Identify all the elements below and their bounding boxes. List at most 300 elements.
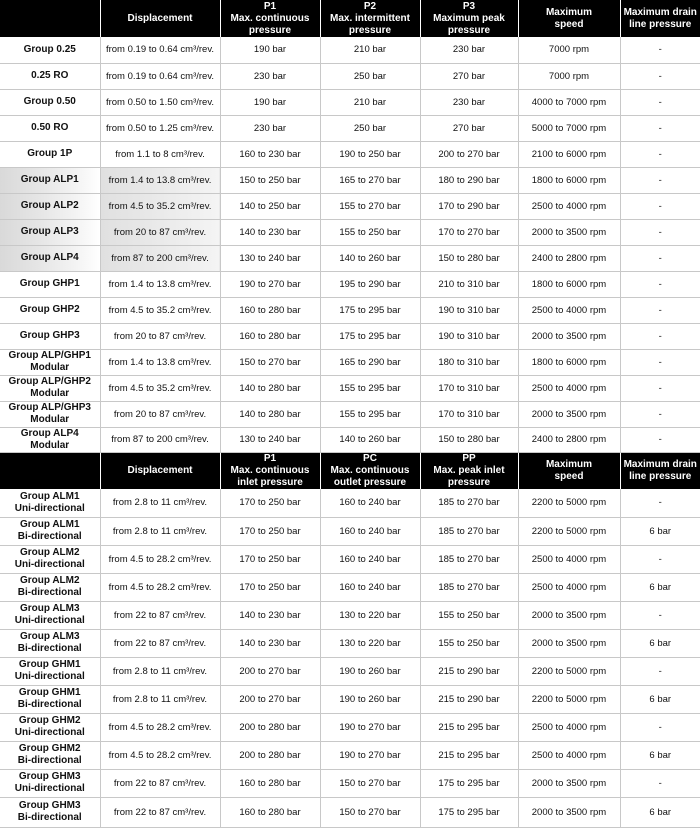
table-cell: 150 to 270 bar xyxy=(320,769,420,797)
table-cell: 7000 rpm xyxy=(518,63,620,89)
text-line: Maximum xyxy=(545,6,593,18)
text-line: Group 1P xyxy=(27,148,73,159)
table-cell: 2200 to 5000 rpm xyxy=(518,657,620,685)
table-cell: 140 to 230 bar xyxy=(220,219,320,245)
text-line: Bi-directional xyxy=(17,812,82,823)
text-line: line pressure xyxy=(629,18,692,30)
column-header xyxy=(320,0,420,37)
table-cell: 175 to 295 bar xyxy=(420,797,518,827)
text-line: Bi-directional xyxy=(17,531,82,542)
row-label xyxy=(0,573,100,601)
table-cell: 190 to 270 bar xyxy=(320,713,420,741)
column-header xyxy=(0,452,100,489)
table-cell: 2000 to 3500 rpm xyxy=(518,629,620,657)
table-cell: 2000 to 3500 rpm xyxy=(518,401,620,427)
table-cell: from 2.8 to 11 cm³/rev. xyxy=(100,657,220,685)
text-line: Group ALP3 xyxy=(20,226,79,237)
table-cell: from 22 to 87 cm³/rev. xyxy=(100,797,220,827)
table-cell: from 22 to 87 cm³/rev. xyxy=(100,601,220,629)
table-row xyxy=(0,427,700,452)
table-row xyxy=(0,89,700,115)
table-cell: 1800 to 6000 rpm xyxy=(518,167,620,193)
table-cell: from 87 to 200 cm³/rev. xyxy=(100,245,220,271)
text-line: pressure xyxy=(348,24,392,36)
header-row xyxy=(0,452,700,489)
table-cell: - xyxy=(620,401,700,427)
table-cell: 210 bar xyxy=(320,37,420,63)
table-row xyxy=(0,167,700,193)
table-cell: 2100 to 6000 rpm xyxy=(518,141,620,167)
table-cell: 155 to 295 bar xyxy=(320,375,420,401)
text-line: Uni-directional xyxy=(14,559,85,570)
table-cell: - xyxy=(620,769,700,797)
table-cell: 150 to 280 bar xyxy=(420,245,518,271)
table-cell: 140 to 260 bar xyxy=(320,427,420,452)
table-cell: - xyxy=(620,713,700,741)
table-row xyxy=(0,297,700,323)
table-cell: - xyxy=(620,489,700,517)
table-cell: 160 to 280 bar xyxy=(220,769,320,797)
row-label xyxy=(0,323,100,349)
text-line: PC xyxy=(363,452,377,464)
column-header xyxy=(518,452,620,489)
text-line: Maximum peak xyxy=(433,12,505,24)
text-line: Group ALM3 xyxy=(19,631,80,642)
table-row xyxy=(0,657,700,685)
table-cell: from 22 to 87 cm³/rev. xyxy=(100,769,220,797)
table-cell: 155 to 270 bar xyxy=(320,193,420,219)
table-cell: 130 to 240 bar xyxy=(220,427,320,452)
table-cell: 140 to 280 bar xyxy=(220,375,320,401)
text-line: Group ALM2 xyxy=(19,575,80,586)
table-cell: 160 to 280 bar xyxy=(220,297,320,323)
row-label xyxy=(0,167,100,193)
text-line: Uni-directional xyxy=(14,727,85,738)
table-cell: - xyxy=(620,427,700,452)
table-cell: 2500 to 4000 rpm xyxy=(518,193,620,219)
table-row xyxy=(0,219,700,245)
table-cell: - xyxy=(620,245,700,271)
text-line: Max. continuous xyxy=(230,464,310,476)
table-cell: 2500 to 4000 rpm xyxy=(518,741,620,769)
row-label xyxy=(0,685,100,713)
table-cell: 2200 to 5000 rpm xyxy=(518,517,620,545)
table-cell: 170 to 250 bar xyxy=(220,489,320,517)
table-row xyxy=(0,545,700,573)
table-cell: from 0.19 to 0.64 cm³/rev. xyxy=(100,63,220,89)
text-line: Modular xyxy=(30,388,70,399)
text-line: Group ALM1 xyxy=(19,490,80,502)
text-line: outlet pressure xyxy=(333,476,407,488)
table-cell: 2200 to 5000 rpm xyxy=(518,685,620,713)
table-cell: 2000 to 3500 rpm xyxy=(518,797,620,827)
table-cell: 2400 to 2800 rpm xyxy=(518,245,620,271)
row-label xyxy=(0,489,100,517)
table-row xyxy=(0,401,700,427)
table-row xyxy=(0,193,700,219)
table-cell: 170 to 290 bar xyxy=(420,193,518,219)
table-cell: from 2.8 to 11 cm³/rev. xyxy=(100,489,220,517)
table-cell: 170 to 270 bar xyxy=(420,219,518,245)
table-cell: 215 to 295 bar xyxy=(420,713,518,741)
table-row xyxy=(0,323,700,349)
table-cell: 230 bar xyxy=(220,63,320,89)
table-cell: 185 to 270 bar xyxy=(420,517,518,545)
table-cell: 6 bar xyxy=(620,629,700,657)
table-cell: 140 to 250 bar xyxy=(220,193,320,219)
table-cell: 190 to 260 bar xyxy=(320,685,420,713)
text-line: Group GHM1 xyxy=(18,687,81,698)
table-cell: 6 bar xyxy=(620,797,700,827)
table-cell: from 4.5 to 28.2 cm³/rev. xyxy=(100,573,220,601)
table-cell: from 0.50 to 1.25 cm³/rev. xyxy=(100,115,220,141)
text-line: Maximum xyxy=(545,458,593,470)
table-cell: - xyxy=(620,271,700,297)
text-line: Uni-directional xyxy=(14,671,85,682)
table-cell: 155 to 295 bar xyxy=(320,401,420,427)
text-line: Group ALM2 xyxy=(19,547,80,558)
column-header xyxy=(320,452,420,489)
text-line: speed xyxy=(554,470,584,482)
row-label xyxy=(0,297,100,323)
table-cell: 2000 to 3500 rpm xyxy=(518,323,620,349)
table-cell: 4000 to 7000 rpm xyxy=(518,89,620,115)
table-cell: 6 bar xyxy=(620,517,700,545)
table-cell: 250 bar xyxy=(320,63,420,89)
table-cell: 175 to 295 bar xyxy=(320,323,420,349)
table-cell: 160 to 280 bar xyxy=(220,797,320,827)
column-header xyxy=(420,0,518,37)
table-cell: 160 to 240 bar xyxy=(320,517,420,545)
table-cell: from 2.8 to 11 cm³/rev. xyxy=(100,685,220,713)
table-row xyxy=(0,601,700,629)
text-line: Bi-directional xyxy=(17,699,82,710)
text-line: 0.25 RO xyxy=(31,70,69,81)
table-row xyxy=(0,797,700,827)
text-line: Modular xyxy=(30,414,70,425)
text-line: Bi-directional xyxy=(17,643,82,654)
text-line: Modular xyxy=(30,439,70,451)
column-header xyxy=(0,0,100,37)
table-cell: - xyxy=(620,657,700,685)
table-cell: from 20 to 87 cm³/rev. xyxy=(100,219,220,245)
table-cell: 190 to 250 bar xyxy=(320,141,420,167)
text-line: P1 xyxy=(263,452,277,464)
table-cell: 200 to 270 bar xyxy=(220,685,320,713)
table-cell: - xyxy=(620,37,700,63)
table-cell: 200 to 270 bar xyxy=(420,141,518,167)
table-cell: 185 to 270 bar xyxy=(420,489,518,517)
table-cell: from 1.4 to 13.8 cm³/rev. xyxy=(100,349,220,375)
text-line: Max. continuous xyxy=(330,464,410,476)
table-row xyxy=(0,375,700,401)
table-cell: 155 to 250 bar xyxy=(420,601,518,629)
table-cell: 165 to 290 bar xyxy=(320,349,420,375)
table-cell: from 0.50 to 1.50 cm³/rev. xyxy=(100,89,220,115)
text-line: Group ALP/GHP3 xyxy=(8,402,91,413)
column-header: Displacement xyxy=(100,0,220,37)
column-header xyxy=(518,0,620,37)
table-cell: 130 to 220 bar xyxy=(320,601,420,629)
table-row xyxy=(0,489,700,517)
table-cell: 180 to 290 bar xyxy=(420,167,518,193)
table-cell: 210 to 310 bar xyxy=(420,271,518,297)
table-cell: 130 to 240 bar xyxy=(220,245,320,271)
table-cell: 2000 to 3500 rpm xyxy=(518,219,620,245)
text-line: Group GHM1 xyxy=(18,659,81,670)
table-row xyxy=(0,37,700,63)
text-line: inlet pressure xyxy=(237,476,303,488)
text-line: Group 0.50 xyxy=(23,96,76,107)
table-cell: 2500 to 4000 rpm xyxy=(518,297,620,323)
table-row xyxy=(0,517,700,545)
table-cell: 2500 to 4000 rpm xyxy=(518,375,620,401)
table-cell: from 4.5 to 28.2 cm³/rev. xyxy=(100,713,220,741)
row-label xyxy=(0,37,100,63)
row-label xyxy=(0,713,100,741)
table-row xyxy=(0,349,700,375)
text-line: Group GHM3 xyxy=(18,800,81,811)
table-cell: 270 bar xyxy=(420,115,518,141)
table-cell: - xyxy=(620,193,700,219)
text-line: Group ALP1 xyxy=(20,174,79,185)
table-cell: from 1.4 to 13.8 cm³/rev. xyxy=(100,271,220,297)
row-label xyxy=(0,769,100,797)
table-cell: 230 bar xyxy=(420,37,518,63)
table-cell: from 22 to 87 cm³/rev. xyxy=(100,629,220,657)
table-cell: 6 bar xyxy=(620,741,700,769)
text-line: Group 0.25 xyxy=(23,43,76,55)
text-line: Bi-directional xyxy=(17,755,82,766)
table-cell: 1800 to 6000 rpm xyxy=(518,271,620,297)
table-cell: 190 to 310 bar xyxy=(420,297,518,323)
table-cell: 190 to 310 bar xyxy=(420,323,518,349)
table-cell: 2400 to 2800 rpm xyxy=(518,427,620,452)
table-cell: from 4.5 to 35.2 cm³/rev. xyxy=(100,193,220,219)
text-line: Group ALP2 xyxy=(20,200,79,211)
table-row xyxy=(0,769,700,797)
text-line: Group ALP4 xyxy=(20,427,79,439)
text-line: Maximum drain xyxy=(623,6,697,18)
table-cell: 270 bar xyxy=(420,63,518,89)
text-line: pressure xyxy=(248,24,292,36)
text-line: Max. peak inlet xyxy=(433,464,505,476)
table-cell: 185 to 270 bar xyxy=(420,573,518,601)
table-cell: 2500 to 4000 rpm xyxy=(518,545,620,573)
text-line: Group ALM1 xyxy=(19,519,80,530)
row-label xyxy=(0,245,100,271)
table-cell: 5000 to 7000 rpm xyxy=(518,115,620,141)
table-cell: 2200 to 5000 rpm xyxy=(518,489,620,517)
row-label xyxy=(0,115,100,141)
text-line: Max. intermittent xyxy=(329,12,410,24)
text-line: Group GHP2 xyxy=(19,304,80,315)
text-line: Modular xyxy=(30,362,70,373)
table-cell: 150 to 270 bar xyxy=(320,797,420,827)
table-cell: from 2.8 to 11 cm³/rev. xyxy=(100,517,220,545)
table-cell: from 1.1 to 8 cm³/rev. xyxy=(100,141,220,167)
table-cell: 210 bar xyxy=(320,89,420,115)
table-cell: - xyxy=(620,89,700,115)
table-cell: from 20 to 87 cm³/rev. xyxy=(100,323,220,349)
table-cell: - xyxy=(620,141,700,167)
table-cell: 150 to 270 bar xyxy=(220,349,320,375)
row-label xyxy=(0,375,100,401)
table-row xyxy=(0,245,700,271)
table-row xyxy=(0,63,700,89)
table-row xyxy=(0,573,700,601)
table-cell: - xyxy=(620,219,700,245)
row-label xyxy=(0,219,100,245)
table-cell: 190 to 260 bar xyxy=(320,657,420,685)
table-cell: 200 to 280 bar xyxy=(220,741,320,769)
text-line: 0.50 RO xyxy=(31,122,69,133)
table-cell: 140 to 230 bar xyxy=(220,601,320,629)
row-label xyxy=(0,349,100,375)
text-line: Group GHM2 xyxy=(18,743,81,754)
row-label xyxy=(0,545,100,573)
row-label xyxy=(0,63,100,89)
table-row xyxy=(0,713,700,741)
text-line: Group GHM2 xyxy=(18,715,81,726)
table-cell: 170 to 250 bar xyxy=(220,545,320,573)
table-cell: from 87 to 200 cm³/rev. xyxy=(100,427,220,452)
table-cell: 215 to 290 bar xyxy=(420,685,518,713)
table-cell: 170 to 250 bar xyxy=(220,517,320,545)
table-cell: - xyxy=(620,167,700,193)
column-header xyxy=(220,452,320,489)
row-label xyxy=(0,797,100,827)
text-line: Uni-directional xyxy=(14,502,85,514)
table-cell: 230 bar xyxy=(420,89,518,115)
table-cell: 160 to 280 bar xyxy=(220,323,320,349)
table-cell: from 4.5 to 28.2 cm³/rev. xyxy=(100,741,220,769)
text-line: Group GHP1 xyxy=(19,278,80,289)
text-line: Uni-directional xyxy=(14,783,85,794)
table-cell: from 20 to 87 cm³/rev. xyxy=(100,401,220,427)
column-header xyxy=(220,0,320,37)
table-row xyxy=(0,741,700,769)
table-cell: from 4.5 to 28.2 cm³/rev. xyxy=(100,545,220,573)
table-cell: - xyxy=(620,601,700,629)
table-cell: 200 to 270 bar xyxy=(220,657,320,685)
table-cell: from 4.5 to 35.2 cm³/rev. xyxy=(100,375,220,401)
table-cell: 160 to 240 bar xyxy=(320,489,420,517)
table-cell: - xyxy=(620,323,700,349)
table-cell: 170 to 310 bar xyxy=(420,375,518,401)
table-cell: 180 to 310 bar xyxy=(420,349,518,375)
column-header: Displacement xyxy=(100,452,220,489)
column-header xyxy=(620,0,700,37)
text-line: Group GHP3 xyxy=(19,330,80,341)
table-cell: - xyxy=(620,545,700,573)
table-row xyxy=(0,141,700,167)
header-row xyxy=(0,0,700,37)
table-cell: - xyxy=(620,297,700,323)
row-label xyxy=(0,657,100,685)
table-row xyxy=(0,685,700,713)
table-cell: 250 bar xyxy=(320,115,420,141)
table-cell: from 1.4 to 13.8 cm³/rev. xyxy=(100,167,220,193)
table-cell: 2000 to 3500 rpm xyxy=(518,769,620,797)
table-cell: 160 to 240 bar xyxy=(320,573,420,601)
table-cell: 7000 rpm xyxy=(518,37,620,63)
row-label xyxy=(0,401,100,427)
table-cell: 2500 to 4000 rpm xyxy=(518,573,620,601)
table-cell: 140 to 280 bar xyxy=(220,401,320,427)
table-cell: 230 bar xyxy=(220,115,320,141)
text-line: Bi-directional xyxy=(17,587,82,598)
table-cell: 195 to 290 bar xyxy=(320,271,420,297)
table-cell: 130 to 220 bar xyxy=(320,629,420,657)
table-cell: 190 to 270 bar xyxy=(220,271,320,297)
table-cell: 165 to 270 bar xyxy=(320,167,420,193)
row-label xyxy=(0,193,100,219)
row-label xyxy=(0,271,100,297)
table-cell: 150 to 250 bar xyxy=(220,167,320,193)
table-cell: from 0.19 to 0.64 cm³/rev. xyxy=(100,37,220,63)
text-line: Max. continuous xyxy=(230,12,310,24)
table-cell: 185 to 270 bar xyxy=(420,545,518,573)
table-cell: 215 to 295 bar xyxy=(420,741,518,769)
table-cell: 175 to 295 bar xyxy=(420,769,518,797)
row-label xyxy=(0,517,100,545)
table-cell: - xyxy=(620,115,700,141)
text-line: PP xyxy=(462,452,476,464)
table-row xyxy=(0,115,700,141)
table-row xyxy=(0,629,700,657)
text-line: pressure xyxy=(447,476,491,488)
table-cell: - xyxy=(620,375,700,401)
text-line: Group ALM3 xyxy=(19,603,80,614)
table-cell: 170 to 310 bar xyxy=(420,401,518,427)
text-line: Group GHM3 xyxy=(18,771,81,782)
table-cell: 140 to 230 bar xyxy=(220,629,320,657)
table-cell: 160 to 230 bar xyxy=(220,141,320,167)
table-cell: 155 to 250 bar xyxy=(420,629,518,657)
text-line: P1 xyxy=(263,0,277,12)
text-line: Group ALP4 xyxy=(20,252,79,263)
row-label xyxy=(0,601,100,629)
table-cell: 190 bar xyxy=(220,89,320,115)
column-header xyxy=(420,452,518,489)
text-line: Maximum drain xyxy=(623,458,697,470)
text-line: Uni-directional xyxy=(14,615,85,626)
table-cell: from 4.5 to 35.2 cm³/rev. xyxy=(100,297,220,323)
text-line: P3 xyxy=(462,0,476,12)
row-label xyxy=(0,141,100,167)
table-cell: 190 bar xyxy=(220,37,320,63)
table-cell: 2000 to 3500 rpm xyxy=(518,601,620,629)
row-label xyxy=(0,89,100,115)
text-line: line pressure xyxy=(629,470,692,482)
table-cell: 150 to 280 bar xyxy=(420,427,518,452)
table-row xyxy=(0,271,700,297)
table-cell: 160 to 240 bar xyxy=(320,545,420,573)
table-cell: - xyxy=(620,349,700,375)
text-line: pressure xyxy=(447,24,491,36)
column-header xyxy=(620,452,700,489)
table-cell: 155 to 250 bar xyxy=(320,219,420,245)
table-cell: 190 to 270 bar xyxy=(320,741,420,769)
text-line: Group ALP/GHP1 xyxy=(8,350,91,361)
table-cell: 1800 to 6000 rpm xyxy=(518,349,620,375)
text-line: speed xyxy=(554,18,584,30)
table-cell: 6 bar xyxy=(620,685,700,713)
text-line: Group ALP/GHP2 xyxy=(8,376,91,387)
row-label xyxy=(0,427,100,452)
table-cell: - xyxy=(620,63,700,89)
